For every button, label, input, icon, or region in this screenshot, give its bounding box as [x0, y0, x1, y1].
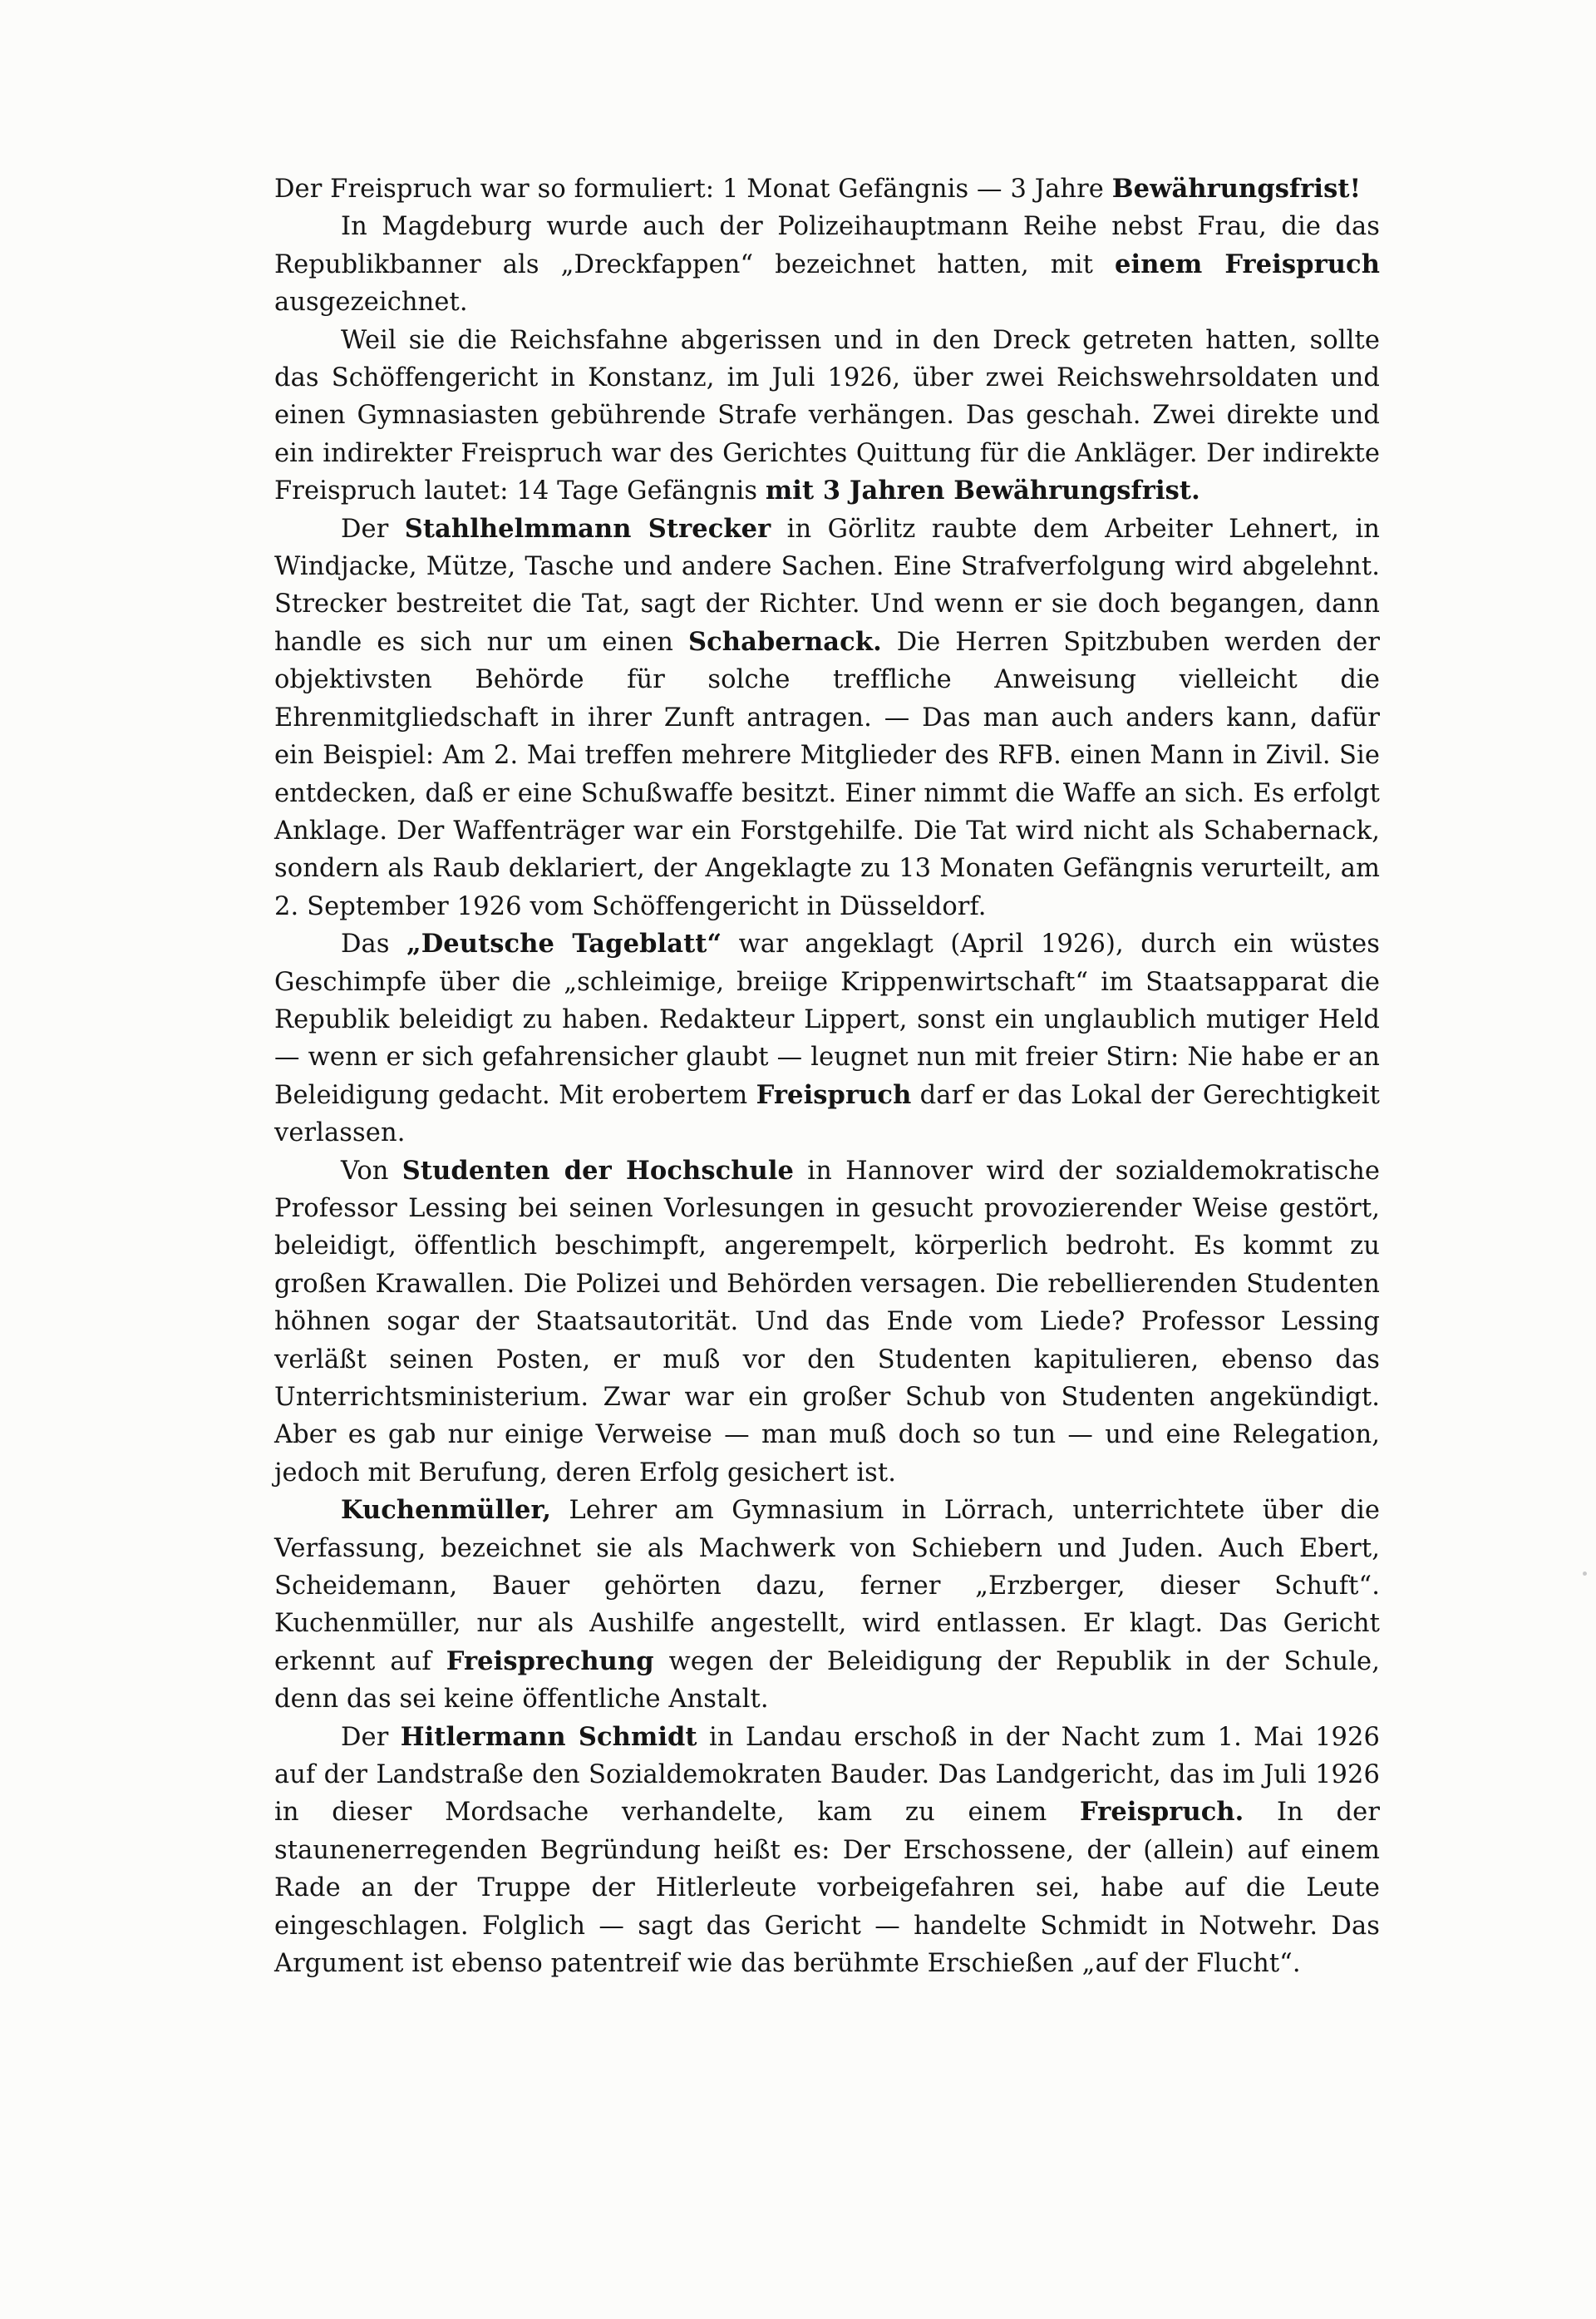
- emphasized-text: „Deutsche Tageblatt“: [406, 929, 722, 960]
- scan-speck: [1583, 1571, 1587, 1576]
- text-run: ausgezeichnet.: [274, 288, 468, 318]
- text-run: war angeklagt (April 1926), durch ein wüstes Geschimpfe über die „schleimige, breiige Krippenwirtschaft“ im Staatsapparat die Republik beleidigt zu haben. Redakteur Lippert, sonst ein unglaublich mutiger Held — wenn er sich gefahrensicher glaubt — leugnet nun mit freier Stirn: Nie habe er an Beleidigung gedacht. Mit erobertem: [274, 930, 1380, 1110]
- text-run: darf er das Lokal der Gerechtigkeit verlassen.: [274, 1080, 1380, 1148]
- text-run: Von: [341, 1156, 402, 1186]
- text-run: in Landau erschoß in der Nacht zum 1. Mai 1926 auf der Landstraße den Sozialdemokraten Bauder. Das Landgericht, das im Juli 1926 in dieser Mordsache verhandelte, kam zu einem: [274, 1722, 1380, 1828]
- paragraph: [274, 1152, 1380, 1493]
- text-run: Lehrer am Gymnasium in Lörrach, unterrichtete über die Verfassung, bezeichnet sie als Machwerk von Schiebern und Juden. Auch Ebert, Scheidemann, Bauer gehörten dazu, ferner „Erzberger, dieser Schuft“. Kuchenmüller, nur als Aushilfe angestellt, wird entlassen. Er klagt. Das Gericht erkennt auf: [274, 1496, 1380, 1676]
- emphasized-text: mit 3 Jahren Bewährungsfrist.: [765, 476, 1200, 506]
- paragraph: [274, 322, 1380, 511]
- paragraph: [274, 208, 1380, 321]
- text-run: Der: [341, 514, 405, 544]
- text-run: Die Herren Spitzbuben werden der objektivsten Behörde für solche treffliche Anweisung vielleicht die Ehrenmitgliedschaft in ihrer Zunft antragen. — Das man auch anders kann, dafür ein Beispiel: Am 2. Mai treffen mehrere Mitglieder des RFB. einen Mann in Zivil. Sie entdecken, daß er eine Schußwaffe besitzt. Einer nimmt die Waffe an sich. Es erfolgt Anklage. Der Waffenträger war ein Forstgehilfe. Die Tat wird nicht als Schabernack, sondern als Raub deklariert, der Angeklagte zu 13 Monaten Gefängnis verurteilt, am 2. September 1926 vom Schöffengericht in Düsseldorf.: [274, 627, 1380, 921]
- emphasized-text: Studenten der Hochschule: [401, 1155, 795, 1186]
- text-run: In Magdeburg wurde auch der Polizeihauptmann Reihe nebst Frau, die das Republikbanner als „Dreckfappen“ bezeichnet hatten, mit: [274, 212, 1380, 279]
- document-body: [274, 170, 1380, 1983]
- emphasized-text: Freisprechung: [446, 1646, 654, 1676]
- text-run: in Görlitz raubte dem Arbeiter Lehnert, in Windjacke, Mütze, Tasche und andere Sachen. Eine Strafverfolgung wird abgelehnt. Strecker bestreitet die Tat, sagt der Richter. Und wenn er sie doch begangen, dann handle es sich nur um einen: [274, 514, 1381, 657]
- paragraph: [274, 511, 1380, 925]
- paragraph: [274, 925, 1380, 1152]
- text-run: Der Freispruch war so formuliert: 1 Monat Gefängnis — 3 Jahre: [274, 175, 1112, 204]
- text-run: In der staunenerregenden Begründung heißt es: Der Erschossene, der (allein) auf einem Rade an der Truppe der Hitlerleute vorbeigefahren sei, habe auf die Leute eingeschlagen. Folglich — sagt das Gericht — handelte Schmidt in Notwehr. Das Argument ist ebenso patentreif wie das berühmte Erschießen „auf der Flucht“.: [274, 1798, 1380, 1979]
- paragraph: [274, 1492, 1380, 1718]
- emphasized-text: Stahlhelmmann Strecker: [404, 513, 771, 544]
- paragraph: [274, 170, 1380, 208]
- emphasized-text: Schabernack.: [688, 626, 882, 657]
- emphasized-text: Bewährungsfrist!: [1111, 174, 1362, 204]
- text-run: wegen der Beleidigung der Republik in der Schule, denn das sei keine öffentliche Anstalt.: [274, 1646, 1380, 1715]
- emphasized-text: Freispruch.: [1080, 1797, 1244, 1828]
- emphasized-text: Freispruch: [756, 1079, 912, 1110]
- text-run: Das: [341, 930, 407, 960]
- emphasized-text: Kuchenmüller,: [341, 1495, 552, 1526]
- emphasized-text: einem Freispruch: [1115, 249, 1380, 279]
- paragraph: [274, 1719, 1380, 1983]
- text-run: Der: [341, 1722, 401, 1752]
- text-run: in Hannover wird der sozialdemokratische Professor Lessing bei seinen Vorlesungen in gesucht provozierender Weise gestört, beleidigt, öffentlich beschimpft, angerempelt, körperlich bedroht. Es kommt zu großen Krawallen. Die Polizei und Behörden versagen. Die rebellierenden Studenten höhnen sogar der Staatsautorität. Und das Ende vom Liede? Professor Lessing verläßt seinen Posten, er muß vor den Studenten kapitulieren, ebenso das Unterrichtsministerium. Zwar war ein großer Schub von Studenten angekündigt. Aber es gab nur einige Verweise — man muß doch so tun — und eine Relegation, jedoch mit Berufung, deren Erfolg gesichert ist.: [274, 1156, 1381, 1488]
- text-run: Weil sie die Reichsfahne abgerissen und in den Dreck getreten hatten, sollte das Schöffengericht in Konstanz, im Juli 1926, über zwei Reichswehrsoldaten und einen Gymnasiasten gebührende Strafe verhängen. Das geschah. Zwei direkte und ein indirekter Freispruch war des Gerichtes Quittung für die Ankläger. Der indirekte Freispruch lautet: 14 Tage Gefängnis: [274, 325, 1380, 506]
- emphasized-text: Hitlermann Schmidt: [400, 1721, 697, 1752]
